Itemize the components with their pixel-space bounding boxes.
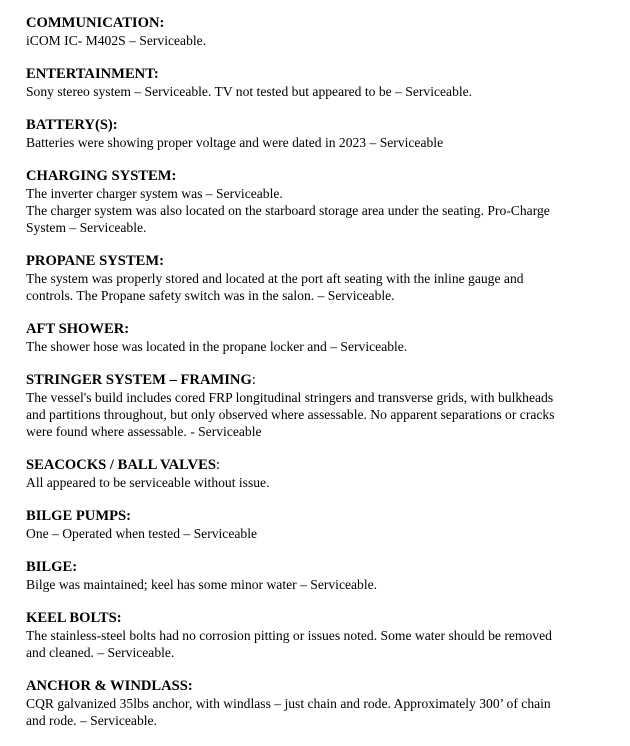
section-battery	[26, 117, 624, 151]
section-heading: ANCHOR & WINDLASS:	[26, 678, 193, 694]
section-text: The stainless-steel bolts had no corrosion pitting or issues noted. Some water should be removed	[26, 628, 552, 643]
section-text: All appeared to be serviceable without issue.	[26, 475, 270, 490]
section-text: and partitions throughout, but only observed where assessable. No apparent separations or cracks	[26, 407, 555, 422]
section-text: iCOM IC- M402S – Serviceable.	[26, 33, 207, 48]
section-text: One – Operated when tested – Serviceable	[26, 526, 258, 541]
section-heading: CHARGING SYSTEM:	[26, 168, 177, 184]
section-entertainment	[26, 66, 624, 100]
section-heading: AFT SHOWER:	[26, 321, 130, 337]
section-bilge-pumps	[26, 508, 624, 542]
section-anchor-windlass	[26, 678, 624, 729]
section-text: Sony stereo system – Serviceable. TV not tested but appeared to be – Serviceable.	[26, 84, 473, 99]
section-heading: ENTERTAINMENT:	[26, 66, 159, 82]
section-heading: COMMUNICATION:	[26, 15, 165, 31]
section-keel-bolts	[26, 610, 624, 661]
section-text: System – Serviceable.	[26, 220, 147, 235]
section-text: were found where assessable. - Serviceable	[26, 424, 262, 439]
section-aft-shower	[26, 321, 624, 355]
section-communication	[26, 15, 624, 49]
section-text: The shower hose was located in the propane locker and – Serviceable.	[26, 339, 408, 354]
section-charging-system	[26, 168, 624, 236]
section-text: The inverter charger system was – Serviceable.	[26, 186, 283, 201]
section-heading: STRINGER SYSTEM – FRAMING:	[26, 372, 256, 388]
section-heading: BILGE PUMPS:	[26, 508, 131, 524]
section-stringer-system	[26, 372, 624, 440]
section-text: Batteries were showing proper voltage and were dated in 2023 – Serviceable	[26, 135, 444, 150]
section-heading: BILGE:	[26, 559, 78, 575]
section-heading: BATTERY(S):	[26, 117, 118, 133]
section-text: The charger system was also located on the starboard storage area under the seating. Pro-Charge	[26, 203, 550, 218]
section-text: and rode. – Serviceable.	[26, 713, 157, 728]
section-bilge	[26, 559, 624, 593]
section-seacocks	[26, 457, 624, 491]
section-text: Bilge was maintained; keel has some minor water – Serviceable.	[26, 577, 378, 592]
section-propane-system	[26, 253, 624, 304]
section-text: controls. The Propane safety switch was in the salon. – Serviceable.	[26, 288, 395, 303]
survey-report-page	[26, 15, 624, 746]
section-heading: KEEL BOLTS:	[26, 610, 122, 626]
section-text: and cleaned. – Serviceable.	[26, 645, 175, 660]
section-text: CQR galvanized 35lbs anchor, with windlass – just chain and rode. Approximately 300’ of chain	[26, 696, 551, 711]
section-heading: PROPANE SYSTEM:	[26, 253, 164, 269]
section-heading: SEACOCKS / BALL VALVES:	[26, 457, 221, 473]
section-text: The system was properly stored and located at the port aft seating with the inline gauge and	[26, 271, 524, 286]
section-text: The vessel's build includes cored FRP longitudinal stringers and transverse grids, with bulkheads	[26, 390, 554, 405]
